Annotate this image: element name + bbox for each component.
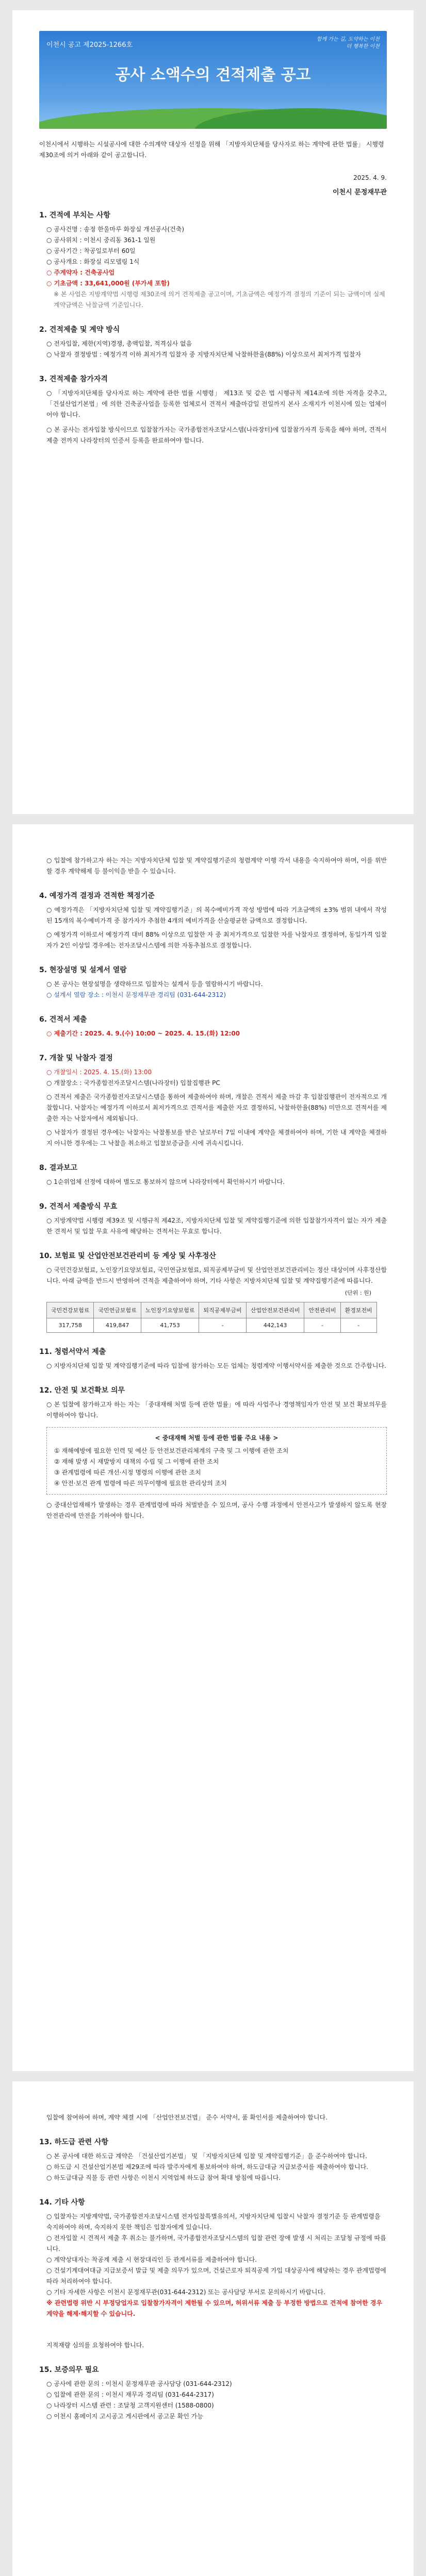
item-line: ○ 기초금액 : 33,641,000원 (부가세 포함)	[46, 280, 170, 287]
notice-banner	[39, 31, 387, 129]
item-line: ○ 본 공사에 대한 하도급 계약은 「건설산업기본법」 및 「지방자치단체 입찰 및 계약집행기준」을 준수하여야 합니다.	[46, 2153, 367, 2160]
body-paragraph: ○ 1순위업체 선정에 대하여 별도로 통보하지 않으며 나라장터에서 확인하시기 바랍니다.	[46, 1178, 285, 1185]
table-cell: -	[199, 1318, 246, 1333]
section-heading: 3. 견적제출 참가자격	[39, 375, 108, 383]
submission-period: ○ 제출기간 : 2025. 4. 9.(수) 10:00 ~ 2025. 4. 15.(화) 12:00	[46, 1030, 240, 1037]
city-slogan: 함께 가는 길, 도약하는 이천 더 행복한 이천	[316, 37, 380, 49]
table-cell: 41,753	[141, 1318, 199, 1333]
body-paragraph: ○ 국민건강보험료, 노인장기요양보험료, 국민연금보험료, 퇴직공제부금비 및 산업안전보건관리비는 정산 대상이며 사후정산합니다. 아래 금액을 반드시 반영하여 견적을 제출하여야 하며, 기타 사항은 지방자치단체 입찰 및 계약집행기준에 따릅니다.	[46, 1266, 387, 1284]
table-cell: -	[304, 1318, 340, 1333]
safety-item: ① 재해예방에 필요한 인력 및 예산 등 안전보건관리체계의 구축 및 그 이행에 관한 조치	[54, 1447, 289, 1454]
item-line: ○ 본 공사는 현장설명을 생략하므로 입찰자는 설계서 등을 열람하시기 바랍니다.	[46, 980, 263, 988]
body-paragraph: ○ 견적서 제출은 국가종합전자조달시스템을 통하여 제출하여야 하며, 개찰은 견적서 제출 마감 후 입찰집행관이 전자적으로 개찰합니다. 낙찰자는 예정가격 이하로서 최저가격으로 견적서를 제출한 자로 결정하되, 낙찰하한율(88%) 미만으로 견적서를 제출한 자는 낙찰자에서 제외됩니다.	[46, 1093, 387, 1122]
table-header-cell: 환경보전비	[340, 1302, 376, 1318]
document-page-2	[12, 824, 414, 2071]
body-paragraph: ○ 본 공사는 전자입찰 방식이므로 입찰참가자는 국가종합전자조달시스템(나라장터)에 입찰참가자격 등록을 해야 하며, 견적서 제출 전까지 나라장터의 인증서 등록을 완료하여야 합니다.	[46, 426, 387, 444]
body-paragraph: ○ 중대산업재해가 발생하는 경우 관계법령에 따라 처벌받을 수 있으며, 공사 수행 과정에서 안전사고가 발생하지 않도록 현장 안전관리에 만전을 기하여야 합니다.	[46, 1501, 387, 1519]
item-line: ○ 하도급 시 건설산업기본법 제29조에 따라 발주자에게 통보하여야 하며, 하도급대금 지급보증서를 제출하여야 합니다.	[46, 2163, 368, 2171]
table-cell: 419,847	[94, 1318, 141, 1333]
document-page-1	[12, 10, 414, 814]
warning-line: ※ 관련법령 위반 시 부정당업자로 입찰참가자격이 제한될 수 있으며, 허위서류 제출 등 부정한 방법으로 견적에 참여한 경우 계약을 해제·해지할 수 있습니다.	[46, 2299, 383, 2317]
section-heading: 14. 기타 사항	[39, 2198, 85, 2207]
table-header-cell: 국민연금보험료	[94, 1302, 141, 1318]
contact-line: ○ 입찰에 관한 문의 : 이천시 재무과 경리팀 (031-644-2317)	[46, 2391, 214, 2398]
insurance-cost-table	[46, 1302, 377, 1333]
section-heading: 7. 개찰 및 낙찰자 결정	[39, 1054, 113, 1062]
item-line: ○ 개찰장소 : 국가종합전자조달시스템(나라장터) 입찰집행관 PC	[46, 1079, 220, 1087]
item-line: ○ 주계약자 : 건축공사업	[46, 269, 115, 276]
section-heading: 5. 현장설명 및 설계서 열람	[39, 966, 127, 974]
item-line: ○ 설계서 열람 장소 : 이천시 문정재무관 경리팀 (031-644-2312)	[46, 991, 226, 998]
body-paragraph: ○ 예정가격은 「지방자치단체 입찰 및 계약집행기준」의 복수예비가격 작성 방법에 따라 기초금액의 ±3% 범위 내에서 작성된 15개의 복수예비가격 중 참가자가 추첨한 4개의 예비가격을 산술평균한 금액으로 결정합니다.	[46, 906, 387, 924]
contact-line: ○ 공사에 관한 문의 : 이천시 문정재무관 공사담당 (031-644-2312)	[46, 2380, 232, 2387]
issuer-name: 이천시 문정재무관	[333, 189, 387, 196]
document-page-3	[12, 2081, 414, 2576]
item-line: ○ 공사건명 : 송정 한울마루 화장실 개선공사(건축)	[46, 226, 185, 233]
section-heading: 13. 하도급 관련 사항	[39, 2138, 109, 2146]
contact-line: ○ 이천시 홈페이지 고시공고 게시판에서 공고문 확인 가능	[46, 2413, 203, 2420]
item-line: ○ 낙찰자 결정방법 : 예정가격 이하 최저가격 입찰자 중 지방자치단체 낙찰하한율(88%) 이상으로서 최저가격 입찰자	[46, 351, 362, 358]
table-cell: 317,758	[47, 1318, 94, 1333]
table-cell: 442,143	[246, 1318, 304, 1333]
notice-title: 공사 소액수의 견적제출 공고	[115, 66, 311, 84]
body-paragraph: ○ 지방계약법 시행령 제39조 및 시행규칙 제42조, 지방자치단체 입찰 및 계약집행기준에 의한 입찰참가자격이 없는 자가 제출한 견적서 및 입찰 무효 사유에 해당하는 견적서는 무효로 합니다.	[46, 1217, 387, 1235]
item-line: ○ 하도급대금 직불 등 관련 사항은 이천시 지역업체 하도급 참여 확대 방침에 따릅니다.	[46, 2174, 281, 2181]
item-line: 지적재량 심의를 요청하여야 합니다.	[46, 2342, 144, 2349]
note-line: ※ 본 사업은 지방계약법 시행령 제30조에 의거 견적제출 공고이며, 기초금액은 예정가격 결정의 기준이 되는 금액이며 실제 계약금액은 낙찰금액 기준입니다.	[54, 291, 385, 309]
table-cell: -	[340, 1318, 376, 1333]
section-heading: 11. 청렴서약서 제출	[39, 1348, 106, 1356]
notice-number: 이천시 공고 제2025-1266호	[46, 41, 133, 49]
section-heading: 10. 보험료 및 산업안전보건관리비 등 계상 및 사후정산	[39, 1252, 216, 1260]
table-header-cell: 국민건강보험료	[47, 1302, 94, 1318]
body-paragraph: ○ 낙찰자가 결정된 경우에는 낙찰자는 낙찰통보를 받은 날로부터 7일 이내에 계약을 체결하여야 하며, 기한 내 계약을 체결하지 아니한 경우에는 그 낙찰을 취소하고 입찰보증금을 시에 귀속시킵니다.	[46, 1129, 387, 1147]
section-heading: 4. 예정가격 결정과 견적한 책정기준	[39, 892, 155, 900]
section-heading: 15. 보증의무 필요	[39, 2366, 99, 2374]
item-line: ○ 전자입찰, 제한(지역)경쟁, 총액입찰, 적격심사 없음	[46, 340, 192, 347]
notice-date: 2025. 4. 9.	[353, 174, 387, 181]
section-heading: 6. 견적서 제출	[39, 1015, 87, 1024]
table-header-cell: 산업안전보건관리비	[246, 1302, 304, 1318]
item-line: ○ 기타 자세한 사항은 이천시 문정재무관(031-644-2312) 또는 공사담당 부서로 문의하시기 바랍니다.	[46, 2289, 325, 2296]
item-line: ○ 공사위치 : 이천시 중리동 361-1 일원	[46, 236, 156, 244]
safety-item: ③ 관계법령에 따른 개선·시정 명령의 이행에 관한 조치	[54, 1469, 201, 1476]
safety-box-title: < 중대재해 처벌 등에 관한 법률 주요 내용 >	[155, 1434, 278, 1442]
section-heading: 12. 안전 및 보건확보 의무	[39, 1386, 125, 1395]
body-paragraph: ○ 「지방자치단체를 당사자로 하는 계약에 관한 법률 시행령」 제13조 및 같은 법 시행규칙 제14조에 의한 자격을 갖추고, 「건설산업기본법」에 의한 건축공사업을 등록한 업체로서 견적서 제출마감일 전일까지 본사 소재지가 이천시에 있는 업체이어야 합니다.	[46, 389, 387, 418]
contact-line: ○ 나라장터 시스템 관련 : 조달청 고객지원센터 (1588-0800)	[46, 2402, 214, 2409]
section-heading: 9. 견적서 제출방식 무효	[39, 1202, 118, 1211]
body-paragraph: ○ 지방자치단체 입찰 및 계약집행기준에 따라 입찰에 참가하는 모든 업체는 청렴계약 이행서약서를 제출한 것으로 간주합니다.	[46, 1362, 386, 1369]
table-row	[47, 1318, 377, 1333]
section-heading: 8. 결과보고	[39, 1164, 78, 1172]
item-line: ○ 공사개요 : 화장실 리모델링 1식	[46, 258, 140, 265]
table-header-cell: 노인장기요양보험료	[141, 1302, 199, 1318]
item-line: ○ 건설기계대여대금 지급보증서 발급 및 제출 의무가 있으며, 건설근로자 퇴직공제 가입 대상공사에 해당하는 경우 관계법령에 따라 처리하여야 합니다.	[46, 2267, 386, 2285]
body-paragraph: 입찰에 참여하여 하며, 계약 체결 시에 「산업안전보건법」 준수 서약서, 품 확인서를 제출하여야 합니다.	[46, 2114, 327, 2121]
section-heading: 1. 견적에 부치는 사항	[39, 211, 110, 219]
body-paragraph: ○ 입찰에 참가하고자 하는 자는 지방자치단체 입찰 및 계약집행기준의 청렴계약 이행 각서 내용을 숙지하여야 하며, 이를 위반할 경우 계약해제 등 불이익을 받을 수 있습니다.	[46, 857, 387, 875]
section-heading: 2. 견적제출 및 계약 방식	[39, 326, 120, 334]
item-line: ○ 공사기간 : 착공일로부터 60일	[46, 247, 136, 255]
item-line: ○ 개찰일시 : 2025. 4. 15.(화) 13:00	[46, 1069, 152, 1076]
item-line: ○ 입찰자는 지방계약법, 국가종합전자조달시스템 전자입찰특별유의서, 지방자치단체 입찰시 낙찰자 결정기준 등 관계법령을 숙지하여야 하며, 숙지하지 못한 책임은 입찰자에게 있습니다.	[46, 2213, 381, 2231]
table-header-cell: 안전관리비	[304, 1302, 340, 1318]
safety-item: ② 재해 발생 시 재발방지 대책의 수립 및 그 이행에 관한 조치	[54, 1458, 219, 1465]
item-line: ○ 전자입찰 시 견적서 제출 후 취소는 불가하며, 국가종합전자조달시스템의 입찰 관련 장애 발생 시 처리는 조달청 규정에 따릅니다.	[46, 2234, 386, 2252]
item-line: ○ 계약상대자는 착공계 제출 시 현장대리인 등 관계서류를 제출하여야 합니다.	[46, 2256, 257, 2263]
safety-item: ④ 안전·보건 관계 법령에 따른 의무이행에 필요한 관리상의 조치	[54, 1480, 227, 1487]
body-paragraph: ○ 예정가격 이하로서 예정가격 대비 88% 이상으로 입찰한 자 중 최저가격으로 입찰한 자를 낙찰자로 결정하며, 동일가격 입찰자가 2인 이상일 경우에는 전자조달시스템에 의한 자동추첨으로 결정합니다.	[46, 931, 387, 949]
intro-paragraph: 이천시에서 시행하는 시설공사에 대한 수의계약 대상자 선정을 위해 「지방자치단체를 당사자로 하는 계약에 관한 법률」 시행령 제30조에 의거 아래와 같이 공고합니다.	[39, 141, 384, 159]
table-header-cell: 퇴직공제부금비	[199, 1302, 246, 1318]
table-header-row	[47, 1302, 377, 1318]
table-unit: (단위 : 원)	[345, 1290, 371, 1296]
safety-obligations-box	[46, 1427, 387, 1495]
body-paragraph: ○ 본 입찰에 참가하고자 하는 자는 「중대재해 처벌 등에 관한 법률」에 따라 사업주나 경영책임자가 안전 및 보건 확보의무를 이행하여야 합니다.	[46, 1401, 387, 1419]
